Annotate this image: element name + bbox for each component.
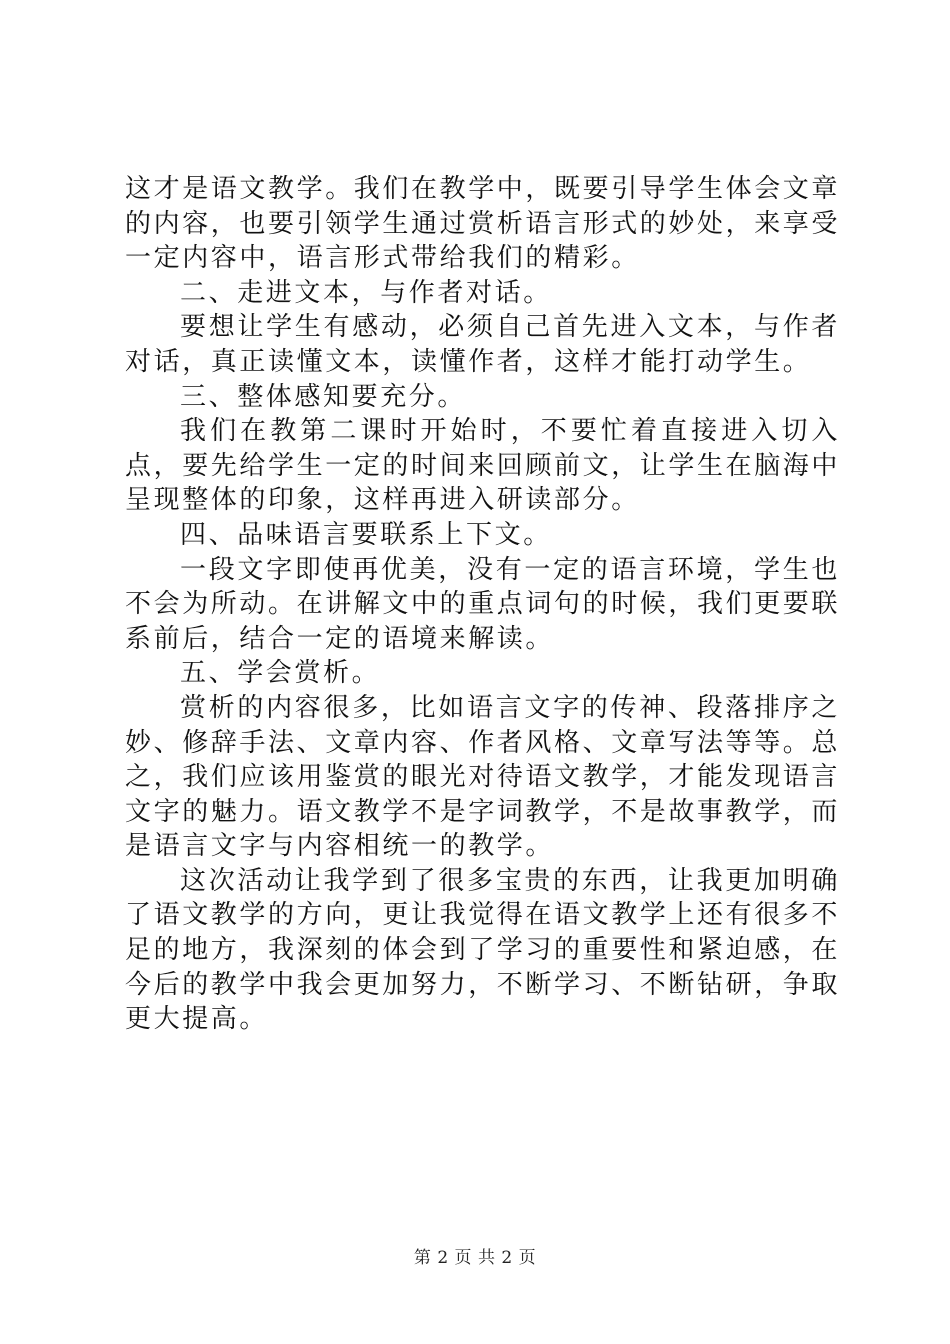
body-paragraph: 这才是语文教学。我们在教学中，既要引导学生体会文章的内容，也要引领学生通过赏析语言形式的妙处，来享受一定内容中，语言形式带给我们的精彩。 xyxy=(125,174,841,274)
body-paragraph: 要想让学生有感动，必须自己首先进入文本，与作者对话，真正读懂文本，读懂作者，这样才能打动学生。 xyxy=(125,312,840,377)
document-body xyxy=(125,172,840,1037)
section-heading: 三、整体感知要充分。 xyxy=(180,381,467,412)
page-number-footer: 第 2 页 共 2 页 xyxy=(413,1248,537,1268)
section-heading: 二、走进文本，与作者对话。 xyxy=(180,277,552,308)
closing-paragraph: 这次活动让我学到了很多宝贵的东西，让我更加明确了语文教学的方向，更让我觉得在语文教学上还有很多不足的地方，我深刻的体会到了学习的重要性和紧迫感，在今后的教学中我会更加努力，不断学习、不断钻研，争取更大提高。 xyxy=(125,865,841,1035)
body-paragraph: 一段文字即使再优美，没有一定的语言环境，学生也不会为所动。在讲解文中的重点词句的时候，我们更要联系前后，结合一定的语境来解读。 xyxy=(125,554,841,654)
section-heading: 四、品味语言要联系上下文。 xyxy=(180,519,552,550)
section-heading: 五、学会赏析。 xyxy=(180,658,381,689)
body-paragraph: 赏析的内容很多，比如语言文字的传神、段落排序之妙、修辞手法、文章内容、作者风格、文章写法等等。总之，我们应该用鉴赏的眼光对待语文教学，才能发现语言文字的魅力。语文教学不是字词教学，不是故事教学，而是语言文字与内容相统一的教学。 xyxy=(125,692,841,862)
body-paragraph: 我们在教第二课时开始时，不要忙着直接进入切入点，要先给学生一定的时间来回顾前文，让学生在脑海中呈现整体的印象，这样再进入研读部分。 xyxy=(125,416,841,516)
